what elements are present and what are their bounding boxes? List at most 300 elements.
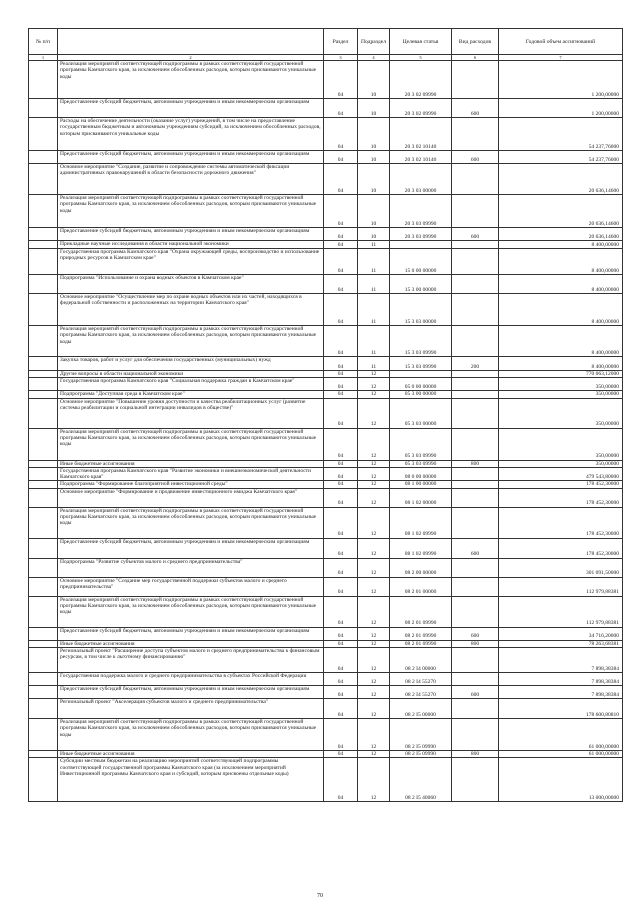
table-row — [29, 294, 623, 326]
table-row — [29, 481, 623, 488]
cell-csr: 20 3 02 10140 — [390, 118, 452, 151]
header-sum: Годовой объем ассигнований — [499, 29, 623, 55]
cell-sum: 178 452,30000 — [499, 481, 623, 488]
cell-num — [29, 228, 58, 241]
cell-name: Государственная программа Камчатского края "Охрана окружающей среды, воспроизводство и использование природных ресурсов в Камчатском крае" — [58, 249, 324, 275]
cell-num — [29, 378, 58, 391]
cell-csr: 05 3 03 00000 — [390, 398, 452, 428]
cell-sum: 8 400,00000 — [499, 249, 623, 275]
cell-podrazdel: 11 — [358, 241, 390, 249]
cell-razdel: 04 — [324, 275, 358, 294]
cell-csr — [390, 241, 452, 249]
cell-razdel: 04 — [324, 195, 358, 228]
cell-vr — [452, 488, 499, 507]
cell-podrazdel: 10 — [358, 195, 390, 228]
table-row — [29, 640, 623, 647]
cell-podrazdel: 12 — [358, 699, 390, 719]
cell-name: Иные бюджетные ассигнования — [58, 640, 324, 647]
table-row — [29, 558, 623, 577]
cell-podrazdel: 11 — [358, 249, 390, 275]
cell-num — [29, 61, 58, 99]
cell-vr — [452, 164, 499, 195]
cell-podrazdel: 12 — [358, 538, 390, 558]
cell-csr: 08 2 01 00000 — [390, 577, 452, 596]
cell-num — [29, 758, 58, 802]
cell-csr: 08 0 00 00000 — [390, 467, 452, 481]
cell-name: Основное мероприятие "Создание, развитие и сопровождение системы автоматической фиксации административных правонарушений в области безопасности дорожного движения" — [58, 164, 324, 195]
table-row — [29, 378, 623, 391]
table-row — [29, 398, 623, 428]
table-row — [29, 596, 623, 627]
cell-num — [29, 151, 58, 164]
cell-name: Государственная программа Камчатского края "Развитие экономики и внешнеэкономической деятельности Камчатского края" — [58, 467, 324, 481]
cell-podrazdel: 12 — [358, 640, 390, 647]
cell-razdel: 04 — [324, 151, 358, 164]
cell-podrazdel: 12 — [358, 686, 390, 699]
table-row — [29, 627, 623, 640]
table-row — [29, 538, 623, 558]
cell-razdel: 04 — [324, 371, 358, 378]
cell-vr — [452, 118, 499, 151]
table-row — [29, 151, 623, 164]
cell-razdel: 04 — [324, 507, 358, 538]
cell-vr: 200 — [452, 357, 499, 371]
cell-podrazdel: 12 — [358, 391, 390, 398]
cell-razdel: 04 — [324, 558, 358, 577]
cell-num — [29, 371, 58, 378]
cell-razdel: 04 — [324, 640, 358, 647]
header-podrazdel: Подраздел — [358, 29, 390, 55]
cell-name: Подпрограмма "Использование и охрана водных объектов в Камчатском крае" — [58, 275, 324, 294]
cell-num — [29, 596, 58, 627]
cell-sum: 8 400,00000 — [499, 357, 623, 371]
table-row — [29, 758, 623, 802]
cell-podrazdel: 12 — [358, 428, 390, 460]
cell-sum: 7 898,38384 — [499, 686, 623, 699]
cell-num — [29, 558, 58, 577]
cell-sum: 54 237,76000 — [499, 151, 623, 164]
cell-name: Основное мероприятие "Создание мер государственной поддержки субъектов малого и среднего предпринимательства" — [58, 577, 324, 596]
budget-table — [28, 28, 623, 802]
cell-podrazdel: 10 — [358, 228, 390, 241]
cell-razdel: 04 — [324, 99, 358, 118]
cell-csr: 08 2 I4 55270 — [390, 673, 452, 686]
cell-name: Иные бюджетные ассигнования — [58, 460, 324, 467]
cell-csr: 20 3 02 09990 — [390, 99, 452, 118]
cell-vr — [452, 648, 499, 673]
cell-podrazdel: 10 — [358, 118, 390, 151]
cell-num — [29, 686, 58, 699]
table-row — [29, 195, 623, 228]
cell-name: Предоставление субсидий бюджетным, автономным учреждениям и иным некоммерческим организациям — [58, 99, 324, 118]
cell-sum: 178 452,30000 — [499, 507, 623, 538]
table-row — [29, 751, 623, 758]
cell-vr — [452, 507, 499, 538]
header-num: № п/п — [29, 29, 58, 55]
cell-name: Предоставление субсидий бюджетным, автономным учреждениям и иным некоммерческим организациям — [58, 151, 324, 164]
cell-sum: 350,00000 — [499, 398, 623, 428]
cell-podrazdel: 10 — [358, 61, 390, 99]
cell-csr: 08 2 00 00000 — [390, 558, 452, 577]
cell-name: Основное мероприятие "Повышение уровня доступности и качества реабилитационных услуг (развитие системы реабилитации и социальной интеграции инвалидов в обществе)" — [58, 398, 324, 428]
cell-razdel: 04 — [324, 538, 358, 558]
cell-razdel: 04 — [324, 241, 358, 249]
table-row — [29, 249, 623, 275]
cell-name: Субсидии местным бюджетам на реализацию мероприятий соответствующей подпрограммы соответствующей государственной программы Камчатского края (за исключением мероприятий Инвестиционной программы Камчатского края и субсидий, которым присвоены отдельные коды) — [58, 758, 324, 802]
colnum-7: 7 — [499, 55, 623, 61]
cell-num — [29, 195, 58, 228]
cell-csr: 08 2 I4 00000 — [390, 648, 452, 673]
cell-vr — [452, 428, 499, 460]
cell-csr: 15 3 03 00000 — [390, 294, 452, 326]
cell-podrazdel: 12 — [358, 507, 390, 538]
header-csr: Целевая статья — [390, 29, 452, 55]
cell-podrazdel: 10 — [358, 164, 390, 195]
cell-csr: 08 2 I5 09990 — [390, 719, 452, 751]
cell-podrazdel: 12 — [358, 719, 390, 751]
cell-sum: 61 000,00000 — [499, 719, 623, 751]
cell-csr: 05 3 03 09990 — [390, 428, 452, 460]
table-row — [29, 673, 623, 686]
cell-name: Основное мероприятие "Осуществление мер по охране водных объектов или их частей, находящихся в федеральной собственности и расположенных на территории Камчатского края" — [58, 294, 324, 326]
colnum-4: 4 — [358, 55, 390, 61]
page-number: 70 — [317, 893, 323, 899]
cell-podrazdel: 10 — [358, 99, 390, 118]
cell-vr — [452, 577, 499, 596]
header-razdel: Раздел — [324, 29, 358, 55]
cell-vr: 800 — [452, 460, 499, 467]
cell-sum: 350,00000 — [499, 460, 623, 467]
cell-sum: 178 600,80810 — [499, 699, 623, 719]
cell-sum: 112 979,88381 — [499, 577, 623, 596]
cell-csr: 08 2 01 09990 — [390, 596, 452, 627]
cell-razdel: 04 — [324, 467, 358, 481]
cell-name: Государственная поддержка малого и среднего предпринимательства в субъектах Российской Федерации — [58, 673, 324, 686]
cell-csr: 20 3 02 10140 — [390, 151, 452, 164]
cell-sum: 301 091,50000 — [499, 558, 623, 577]
cell-podrazdel: 11 — [358, 275, 390, 294]
cell-sum: 8 400,00000 — [499, 326, 623, 357]
cell-num — [29, 627, 58, 640]
table-row — [29, 719, 623, 751]
table-row — [29, 577, 623, 596]
cell-podrazdel: 12 — [358, 398, 390, 428]
cell-podrazdel: 11 — [358, 294, 390, 326]
cell-razdel: 04 — [324, 357, 358, 371]
header-vr: Вид расходов — [452, 29, 499, 55]
cell-sum: 7 898,38384 — [499, 648, 623, 673]
cell-vr — [452, 275, 499, 294]
cell-podrazdel: 12 — [358, 378, 390, 391]
cell-sum: 7 898,38384 — [499, 673, 623, 686]
table-row — [29, 228, 623, 241]
cell-csr: 20 3 02 09990 — [390, 61, 452, 99]
cell-razdel: 04 — [324, 577, 358, 596]
cell-podrazdel: 12 — [358, 371, 390, 378]
cell-podrazdel: 12 — [358, 648, 390, 673]
cell-vr — [452, 596, 499, 627]
cell-vr — [452, 719, 499, 751]
cell-vr: 600 — [452, 99, 499, 118]
table-row — [29, 467, 623, 481]
cell-vr — [452, 241, 499, 249]
cell-razdel: 04 — [324, 61, 358, 99]
cell-num — [29, 673, 58, 686]
cell-csr: 08 1 02 09990 — [390, 538, 452, 558]
cell-sum: 178 452,30000 — [499, 488, 623, 507]
cell-razdel: 04 — [324, 378, 358, 391]
cell-num — [29, 507, 58, 538]
cell-sum: 8 400,00000 — [499, 294, 623, 326]
cell-num — [29, 241, 58, 249]
cell-sum: 13 000,00000 — [499, 758, 623, 802]
cell-podrazdel: 12 — [358, 467, 390, 481]
cell-sum: 112 979,88381 — [499, 596, 623, 627]
cell-podrazdel: 12 — [358, 481, 390, 488]
cell-name: Подпрограмма "Развитие субъектов малого и среднего предпринимательства" — [58, 558, 324, 577]
cell-vr: 600 — [452, 228, 499, 241]
cell-podrazdel: 12 — [358, 488, 390, 507]
table-row — [29, 686, 623, 699]
cell-vr — [452, 673, 499, 686]
cell-vr — [452, 398, 499, 428]
cell-vr: 800 — [452, 751, 499, 758]
cell-csr: 20 3 03 09990 — [390, 228, 452, 241]
cell-num — [29, 99, 58, 118]
table-row — [29, 371, 623, 378]
cell-razdel: 04 — [324, 596, 358, 627]
cell-vr — [452, 371, 499, 378]
cell-csr: 05 3 03 09990 — [390, 460, 452, 467]
cell-num — [29, 326, 58, 357]
cell-sum: 178 452,30000 — [499, 538, 623, 558]
cell-podrazdel: 12 — [358, 627, 390, 640]
cell-num — [29, 357, 58, 371]
cell-num — [29, 699, 58, 719]
cell-name: Подпрограмма "Доступная среда в Камчатском крае" — [58, 391, 324, 398]
cell-csr — [390, 371, 452, 378]
cell-vr: 800 — [452, 640, 499, 647]
cell-num — [29, 118, 58, 151]
cell-csr: 08 2 01 09990 — [390, 640, 452, 647]
cell-csr: 08 1 02 09990 — [390, 507, 452, 538]
cell-csr: 08 2 I5 40060 — [390, 758, 452, 802]
cell-csr: 15 3 03 09990 — [390, 357, 452, 371]
cell-podrazdel: 12 — [358, 577, 390, 596]
cell-csr: 15 3 03 09990 — [390, 326, 452, 357]
cell-razdel: 04 — [324, 488, 358, 507]
cell-razdel: 04 — [324, 118, 358, 151]
cell-razdel: 04 — [324, 481, 358, 488]
colnum-3: 3 — [324, 55, 358, 61]
cell-csr: 08 2 I5 00000 — [390, 699, 452, 719]
cell-name: Закупка товаров, работ и услуг для обеспечения государственных (муниципальных) нужд — [58, 357, 324, 371]
cell-vr — [452, 481, 499, 488]
cell-razdel: 04 — [324, 249, 358, 275]
cell-csr: 20 3 03 09990 — [390, 195, 452, 228]
cell-sum: 78 263,68381 — [499, 640, 623, 647]
cell-csr: 08 2 I5 09990 — [390, 751, 452, 758]
table-row — [29, 118, 623, 151]
cell-sum: 54 237,76000 — [499, 118, 623, 151]
cell-num — [29, 428, 58, 460]
cell-name: Предоставление субсидий бюджетным, автономным учреждениям и иным некоммерческим организациям — [58, 228, 324, 241]
cell-podrazdel: 12 — [358, 460, 390, 467]
cell-name: Другие вопросы в области национальной экономики — [58, 371, 324, 378]
cell-num — [29, 467, 58, 481]
cell-vr — [452, 294, 499, 326]
cell-name: Реализация мероприятий соответствующей подпрограммы в рамках соответствующей государственной программы Камчатского края, за исключением обособленных расходов, которым присваиваются уникальные коды — [58, 61, 324, 99]
table-row — [29, 164, 623, 195]
cell-podrazdel: 12 — [358, 596, 390, 627]
cell-name: Реализация мероприятий соответствующей подпрограммы в рамках соответствующей государственной программы Камчатского края, за исключением обособленных расходов, которым присваиваются уникальные коды — [58, 596, 324, 627]
cell-name: Реализация мероприятий соответствующей подпрограммы в рамках соответствующей государственной программы Камчатского края, за исключением обособленных расходов, которым присваиваются уникальные коды — [58, 326, 324, 357]
cell-name: Региональный проект "Расширение доступа субъектов малого и среднего предпринимательства к финансовым ресурсам, в том числе к льготному финансированию" — [58, 648, 324, 673]
header-name — [58, 29, 324, 55]
cell-csr: 08 1 02 00000 — [390, 488, 452, 507]
cell-name: Региональный проект "Акселерация субъектов малого и среднего предпринимательства" — [58, 699, 324, 719]
cell-num — [29, 719, 58, 751]
cell-vr — [452, 467, 499, 481]
cell-vr: 600 — [452, 538, 499, 558]
table-row — [29, 488, 623, 507]
cell-name: Предоставление субсидий бюджетным, автономным учреждениям и иным некоммерческим организациям — [58, 686, 324, 699]
cell-razdel: 04 — [324, 686, 358, 699]
cell-name: Прикладные научные исследования в области национальной экономики — [58, 241, 324, 249]
cell-vr: 600 — [452, 627, 499, 640]
table-row — [29, 699, 623, 719]
cell-num — [29, 460, 58, 467]
table-row — [29, 241, 623, 249]
cell-razdel: 04 — [324, 627, 358, 640]
cell-num — [29, 294, 58, 326]
cell-name: Реализация мероприятий соответствующей подпрограммы в рамках соответствующей государственной программы Камчатского края, за исключением обособленных расходов, которым присваиваются уникальные коды — [58, 507, 324, 538]
cell-podrazdel: 11 — [358, 326, 390, 357]
cell-name: Подпрограмма "Формирование благоприятной инвестиционной среды" — [58, 481, 324, 488]
table-body — [29, 61, 623, 802]
cell-name: Реализация мероприятий соответствующей подпрограммы в рамках соответствующей государственной программы Камчатского края, за исключением обособленных расходов, которым присваиваются уникальные коды — [58, 719, 324, 751]
cell-num — [29, 648, 58, 673]
table-row — [29, 99, 623, 118]
table-row — [29, 357, 623, 371]
cell-vr — [452, 61, 499, 99]
cell-podrazdel: 11 — [358, 357, 390, 371]
cell-csr: 08 2 I4 55270 — [390, 686, 452, 699]
cell-sum: 8 400,00000 — [499, 275, 623, 294]
cell-sum: 770 063,12000 — [499, 371, 623, 378]
table-row — [29, 428, 623, 460]
cell-num — [29, 751, 58, 758]
cell-podrazdel: 12 — [358, 751, 390, 758]
cell-sum: 20 636,14600 — [499, 164, 623, 195]
cell-num — [29, 538, 58, 558]
cell-sum: 61 000,00000 — [499, 751, 623, 758]
cell-sum: 350,00000 — [499, 428, 623, 460]
cell-vr — [452, 249, 499, 275]
cell-num — [29, 164, 58, 195]
cell-num — [29, 275, 58, 294]
cell-sum: 1 200,00000 — [499, 99, 623, 118]
cell-num — [29, 249, 58, 275]
table-row — [29, 61, 623, 99]
cell-sum: 20 636,14600 — [499, 195, 623, 228]
cell-razdel: 04 — [324, 699, 358, 719]
cell-num — [29, 488, 58, 507]
cell-csr: 08 1 00 00000 — [390, 481, 452, 488]
cell-name: Иные бюджетные ассигнования — [58, 751, 324, 758]
cell-razdel: 04 — [324, 294, 358, 326]
cell-razdel: 04 — [324, 326, 358, 357]
cell-vr — [452, 758, 499, 802]
cell-csr: 05 0 00 00000 — [390, 378, 452, 391]
cell-vr — [452, 391, 499, 398]
cell-vr — [452, 326, 499, 357]
cell-sum: 20 636,14600 — [499, 228, 623, 241]
cell-num — [29, 398, 58, 428]
cell-sum: 479 543,80000 — [499, 467, 623, 481]
cell-csr: 08 2 01 09990 — [390, 627, 452, 640]
cell-razdel: 04 — [324, 428, 358, 460]
cell-razdel: 04 — [324, 719, 358, 751]
colnum-5: 5 — [390, 55, 452, 61]
cell-name: Предоставление субсидий бюджетным, автономным учреждениям и иным некоммерческим организациям — [58, 538, 324, 558]
cell-podrazdel: 10 — [358, 151, 390, 164]
table-row — [29, 326, 623, 357]
cell-sum: 350,00000 — [499, 391, 623, 398]
cell-name: Расходы на обеспечение деятельности (оказание услуг) учреждений, в том числе на предоставление государственным бюджетным и автономным учреждениям субсидий, за исключением обособленных расходов, которым присваиваются уникальные коды — [58, 118, 324, 151]
cell-razdel: 04 — [324, 391, 358, 398]
cell-razdel: 04 — [324, 673, 358, 686]
colnum-6: 6 — [452, 55, 499, 61]
table-row — [29, 507, 623, 538]
cell-name: Государственная программа Камчатского края "Социальная поддержка граждан в Камчатском крае" — [58, 378, 324, 391]
cell-csr: 20 3 03 00000 — [390, 164, 452, 195]
cell-num — [29, 391, 58, 398]
cell-num — [29, 481, 58, 488]
cell-podrazdel: 12 — [358, 758, 390, 802]
cell-name: Реализация мероприятий соответствующей подпрограммы в рамках соответствующей государственной программы Камчатского края, за исключением обособленных расходов, которым присваиваются уникальные коды — [58, 195, 324, 228]
cell-podrazdel: 12 — [358, 558, 390, 577]
cell-sum: 34 716,20000 — [499, 627, 623, 640]
table-row — [29, 648, 623, 673]
table-row — [29, 391, 623, 398]
cell-csr: 05 3 00 00000 — [390, 391, 452, 398]
cell-razdel: 04 — [324, 164, 358, 195]
cell-vr — [452, 699, 499, 719]
cell-vr — [452, 195, 499, 228]
cell-num — [29, 577, 58, 596]
colnum-1: 1 — [29, 55, 58, 61]
cell-name: Предоставление субсидий бюджетным, автономным учреждениям и иным некоммерческим организациям — [58, 627, 324, 640]
cell-razdel: 04 — [324, 648, 358, 673]
cell-vr: 600 — [452, 151, 499, 164]
cell-csr: 15 3 00 00000 — [390, 275, 452, 294]
cell-name: Основное мероприятие "Формирование и продвижение инвестиционного имиджа Камчатского края" — [58, 488, 324, 507]
cell-razdel: 04 — [324, 398, 358, 428]
cell-csr: 15 0 00 00000 — [390, 249, 452, 275]
cell-vr — [452, 558, 499, 577]
cell-vr — [452, 378, 499, 391]
cell-name: Реализация мероприятий соответствующей подпрограммы в рамках соответствующей государственной программы Камчатского края, за исключением обособленных расходов, которым присваиваются уникальные коды — [58, 428, 324, 460]
cell-podrazdel: 12 — [358, 673, 390, 686]
table-row — [29, 460, 623, 467]
cell-sum: 1 200,00000 — [499, 61, 623, 99]
cell-num — [29, 640, 58, 647]
cell-razdel: 04 — [324, 460, 358, 467]
colnum-2: 2 — [58, 55, 324, 61]
cell-razdel: 04 — [324, 228, 358, 241]
cell-razdel: 04 — [324, 758, 358, 802]
